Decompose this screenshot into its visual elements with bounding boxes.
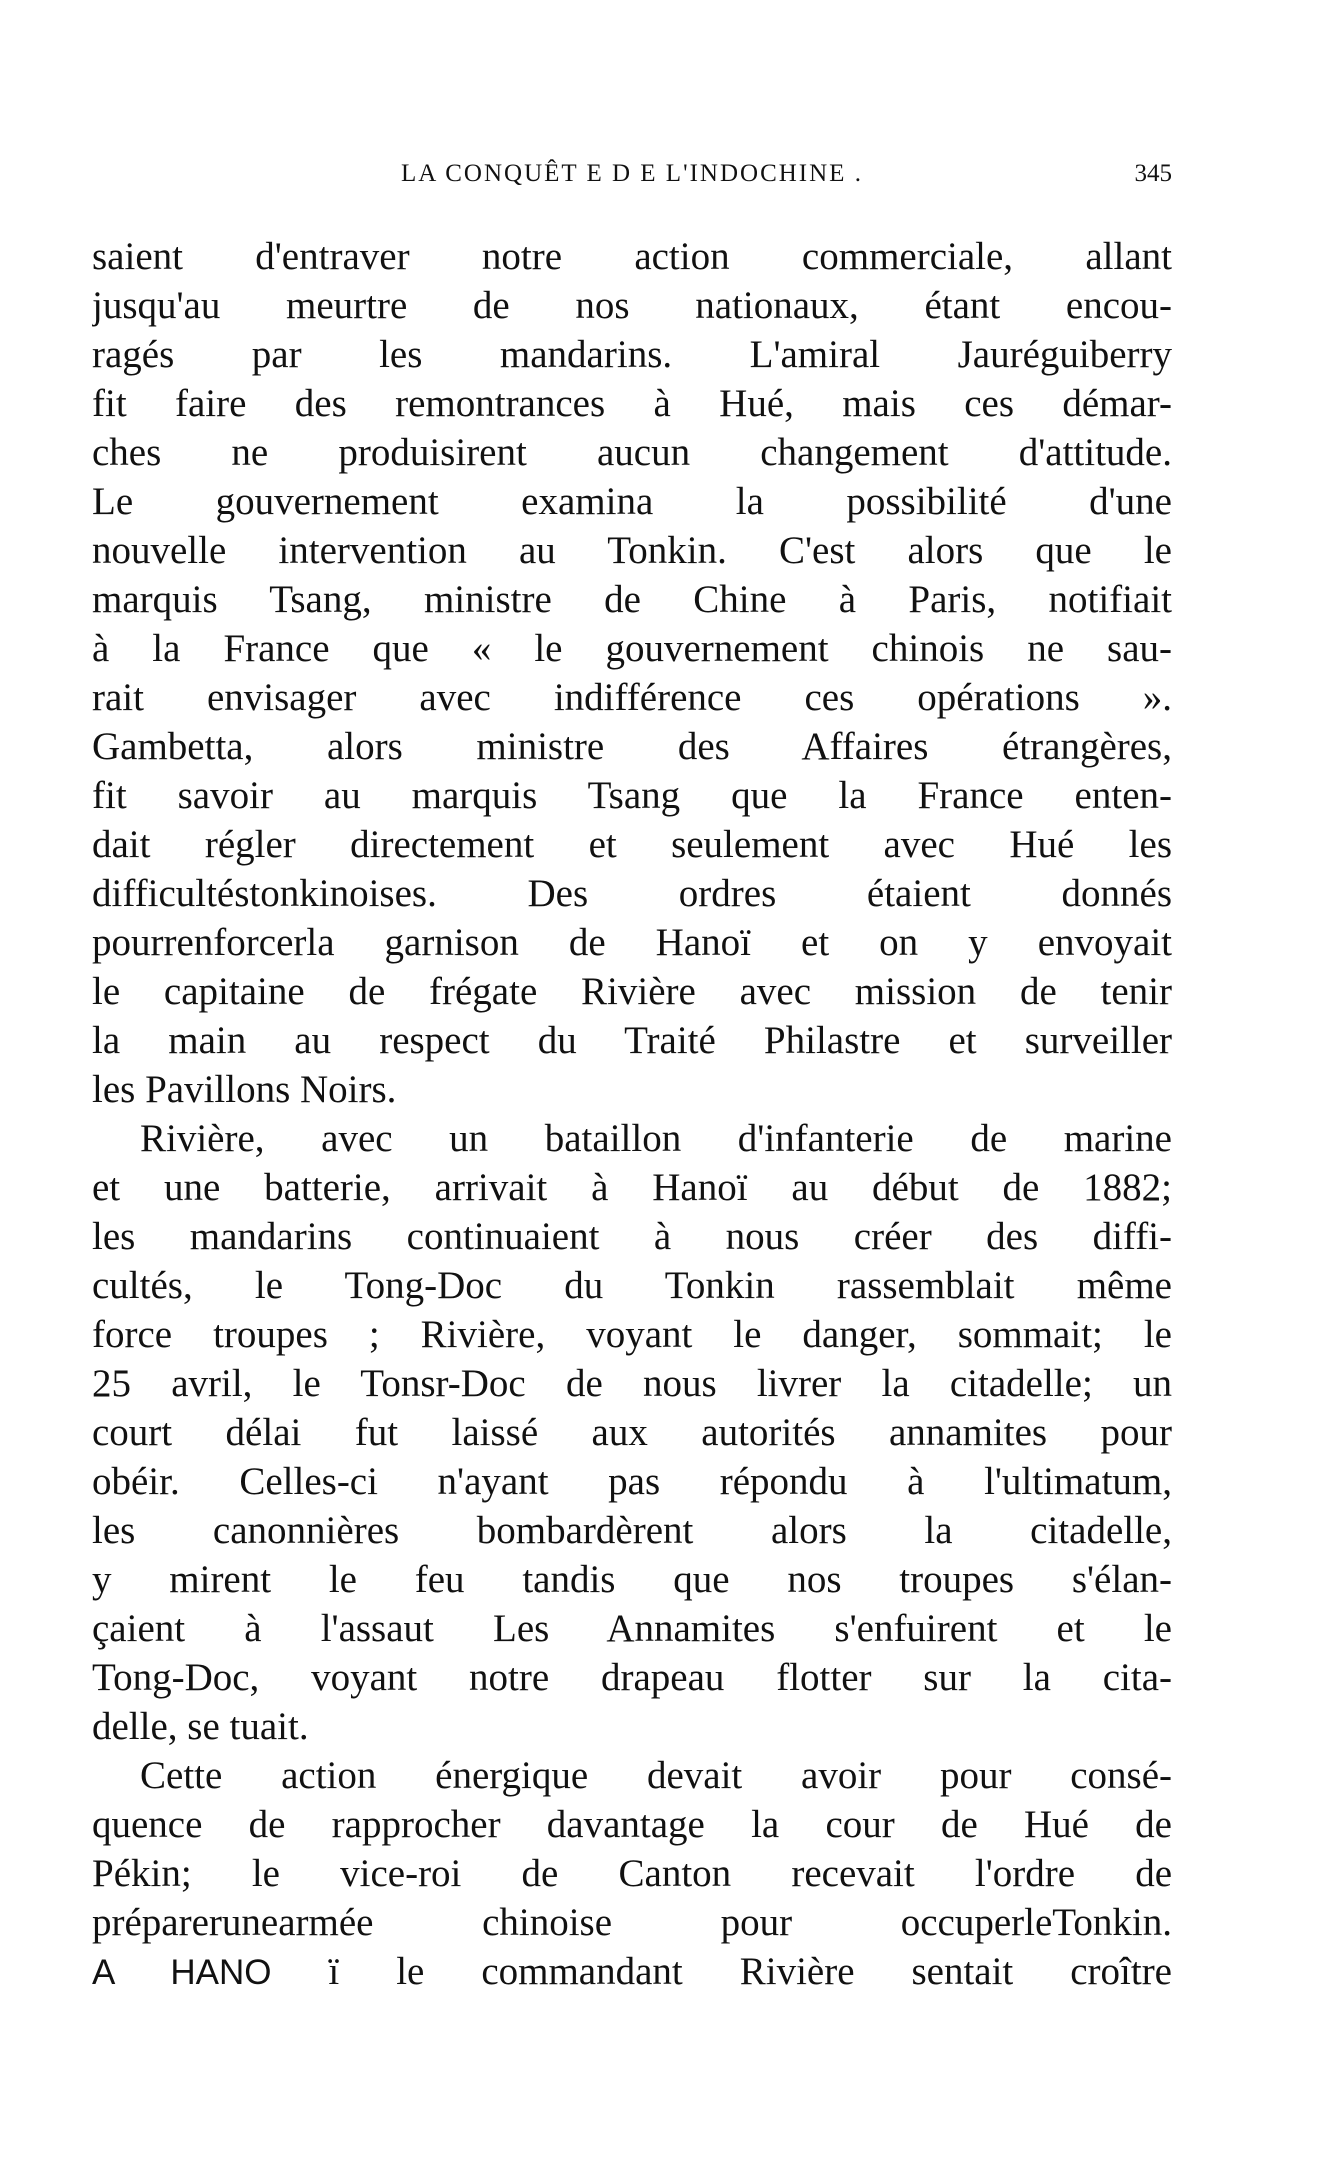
text-line: les canonnières bombardèrent alors la citadelle,	[92, 1509, 1172, 1552]
text-line: jusqu'au meurtre de nos nationaux, étant encou-	[92, 284, 1172, 327]
text-line: difficultéstonkinoises. Des ordres étaient donnés	[92, 872, 1172, 915]
text-line: la main au respect du Traité Philastre et surveiller	[92, 1019, 1172, 1062]
text-line: fit savoir au marquis Tsang que la France enten-	[92, 774, 1172, 817]
paragraph-start-line: Cette action énergique devait avoir pour consé-	[140, 1754, 1172, 1797]
text-line: pourrenforcerla garnison de Hanoï et on y envoyait	[92, 921, 1172, 964]
text-line: à la France que « le gouvernement chinois ne sau-	[92, 627, 1172, 670]
text-line: Gambetta, alors ministre des Affaires étrangères,	[92, 725, 1172, 768]
text-line: Tong-Doc, voyant notre drapeau flotter sur la cita-	[92, 1656, 1172, 1699]
text-line: le capitaine de frégate Rivière avec mission de tenir	[92, 970, 1172, 1013]
text-line: rait envisager avec indifférence ces opérations ».	[92, 676, 1172, 719]
text-line: quence de rapprocher davantage la cour de Hué de	[92, 1803, 1172, 1846]
text-line: court délai fut laissé aux autorités annamites pour	[92, 1411, 1172, 1454]
page-number: 345	[1134, 160, 1172, 187]
text-line: marquis Tsang, ministre de Chine à Paris, notifiait	[92, 578, 1172, 621]
ocr-sans-fragment: A HANO	[92, 1953, 272, 1992]
text-line: dait régler directement et seulement avec Hué les	[92, 823, 1172, 866]
text-line: force troupes ; Rivière, voyant le danger, sommait; le	[92, 1313, 1172, 1356]
text-line: fit faire des remontrances à Hué, mais ces démar-	[92, 382, 1172, 425]
text-line: Pékin; le vice-roi de Canton recevait l'ordre de	[92, 1852, 1172, 1895]
text-line: Le gouvernement examina la possibilité d'une	[92, 480, 1172, 523]
text-line: 25 avril, le Tonsr-Doc de nous livrer la citadelle; un	[92, 1362, 1172, 1405]
text-line: y mirent le feu tandis que nos troupes s'élan-	[92, 1558, 1172, 1601]
paragraph-end-line: les Pavillons Noirs.	[92, 1068, 397, 1111]
text-line: saient d'entraver notre action commerciale, allant	[92, 235, 1172, 278]
body-text	[92, 232, 1172, 1996]
text-line: nouvelle intervention au Tonkin. C'est alors que le	[92, 529, 1172, 572]
text-line: ragés par les mandarins. L'amiral Jauréguiberry	[92, 333, 1172, 376]
text-line: les mandarins continuaient à nous créer des diffi-	[92, 1215, 1172, 1258]
text-line: ches ne produisirent aucun changement d'attitude.	[92, 431, 1172, 474]
text-line: çaient à l'assaut Les Annamites s'enfuirent et le	[92, 1607, 1172, 1650]
running-title: LA CONQUÊT E D E L'INDOCHINE .	[401, 160, 863, 187]
text-line: préparerunearmée chinoise pour occuperleTonkin.	[92, 1901, 1172, 1944]
text-line: et une batterie, arrivait à Hanoï au début de 1882;	[92, 1166, 1172, 1209]
text-line: obéir. Celles-ci n'ayant pas répondu à l'ultimatum,	[92, 1460, 1172, 1503]
final-text-line	[92, 1947, 1172, 1996]
paragraph-start-line: Rivière, avec un bataillon d'infanterie de marine	[140, 1117, 1172, 1160]
final-line-rest: ï le commandant Rivière sentait croître	[271, 1950, 1172, 1993]
text-line: cultés, le Tong-Doc du Tonkin rassemblait même	[92, 1264, 1172, 1307]
paragraph-end-line: delle, se tuait.	[92, 1705, 309, 1748]
running-head	[92, 160, 1172, 200]
